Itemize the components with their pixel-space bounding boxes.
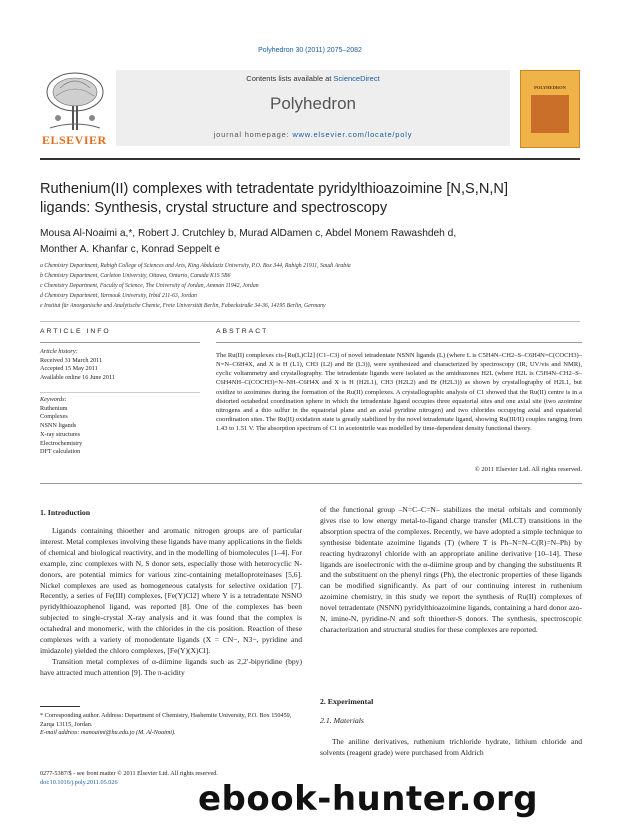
history-accepted: Accepted 15 May 2011: [40, 365, 98, 373]
journal-reference: Polyhedron 30 (2011) 2075–2082: [258, 47, 362, 54]
intro-paragraph-3: of the functional group –N=C–C=N– stabilizes the metal orbitals and commonly gives rise to low energy metal-to-ligand charge transfer (MLCT) transitions in the absorption spectra of the complexes. Recently, we have adopted a simple technique to synthesise bidentate azoimine ligands (T) (where T is Ph–N=N–C(R)=N–Ph) by reacting hydrazonyl chloride with an appropriate aniline derivative [10–14]. These ligands are isoelectronic with the α-diimine group and by changing the substituents R and the substituent on the phenyl rings (Ph), the electronic properties of these ligands can be modified significantly. As part of our continuing interest in ruthenium azoimine chemistry, in this study we report the synthesis of Ru(II) complexes of novel tetradentate (NSNN) pyridylthioazoimine ligands, containing a hard donor azo-N, imine-N, pyridine-N and soft thioether-S donors. The synthesis, spectroscopic characterization and structural studies for these complexes are reported.: [320, 505, 582, 634]
intro-paragraph-2: Transition metal complexes of α-diimine ligands such as 2,2′-bipyridine (bpy) have attracted much attention [9]. The π-acidity: [40, 656, 302, 677]
right-column: [320, 505, 582, 636]
keywords-rule: [40, 392, 200, 393]
abstract-text: The Ru(II) complexes cis-[Ru(L)Cl2] (C1–C3) of novel tetradentate NSNN ligands (L) (where L is C5H4N–CH2–S–C6H4N=C(COCH3)–N=N–C6H4X, and X is H (L1), CH3 (L2) and Br (L3)), were synthesized and characterized by spectroscopy (IR, UV/vis and NMR), cyclic voltammetry and crystallography. The tetradentate ligands were isolated as the amidrazones H2L (where H2L is C5H4N–CH2–S–C6H4NH–C(COCH3)=N–NH–C6H4X and X is H (H2L1), CH3 (H2L2) and Br (H2L3)) as shown by crystallography of H2L1, but oxidize to azoimines during the formation of the Ru(II) complexes. A crystallographic analysis of C1 showed that the Ru(II) centre is in a distorted octahedral coordination sphere in which the tetradentate ligand occupies three equatorial sites and one axial site (two azoimine nitrogens and a thio sulfur in the equatorial plane and an axial pyridine nitrogen) and two chlorides occupying axial and equatorial coordination sites. The Ru(II) oxidation state is greatly stabilized by the novel tetradentate ligand, showing Ru(III/II) couples ranging from 1.43 to 1.51 V. The absorption spectrum of C1 in acetonitrile was modelled by time-dependent density functional theory.: [216, 352, 582, 433]
history-label: Article history:: [40, 348, 78, 355]
keywords-label: Keywords:: [40, 396, 67, 403]
cover-image: [531, 95, 569, 133]
copyright-notice: © 2011 Elsevier Ltd. All rights reserved.: [474, 466, 582, 473]
article-title: Ruthenium(II) complexes with tetradentate pyridylthioazoimine [N,S,N,N] ligands: Synthesis, crystal structure and spectroscopy: [40, 181, 509, 216]
homepage-link[interactable]: www.elsevier.com/locate/poly: [292, 130, 413, 139]
elsevier-logo: [40, 70, 110, 146]
affiliation-rule: [40, 321, 580, 322]
materials-paragraph: [320, 737, 582, 759]
journal-cover: [520, 70, 580, 148]
homepage-prefix: journal homepage:: [213, 130, 293, 139]
header-rule: [40, 158, 580, 160]
doi-link[interactable]: doi:10.1016/j.poly.2011.05.026: [40, 778, 118, 786]
authors-line-1: Mousa Al-Noaimi a,*, Robert J. Crutchley b, Murad AlDamen c, Abdel Monem Rawashdeh d,: [40, 228, 457, 239]
contents-line: [116, 74, 510, 83]
corresponding-author-note: * Corresponding author. Address: Department of Chemistry, Hashemite University, P.O. Box 150459, Zarqa 13115, Jordan.: [40, 712, 292, 728]
article-info-heading: ARTICLE INFO: [40, 328, 111, 335]
journal-name: Polyhedron: [269, 94, 356, 113]
abstract-rule-top: [216, 342, 582, 343]
abstract-heading: ABSTRACT: [216, 328, 269, 335]
cover-title: POLYHEDRON: [534, 85, 566, 90]
affiliation-d: d Chemistry Department, Yarmouk University, Irbid 211-63, Jordan: [40, 293, 197, 299]
footnote-rule: [40, 706, 80, 707]
keyword-item: DFT calculation: [40, 448, 81, 456]
affiliation-list: [40, 261, 580, 311]
affiliation-c: c Chemistry Department, Faculty of Science, The University of Jordan, Amman 11942, Jordan: [40, 283, 259, 289]
affiliation-e: e Institut für Anorganische und Analytische Chemie, Freie Universität Berlin, Fabeckstraße 34-36, 14195 Berlin, Germany: [40, 303, 326, 309]
author-list: [40, 226, 580, 258]
affiliation-b: b Chemistry Department, Carleton University, Ottawa, Ontario, Canada K1S 5B6: [40, 273, 231, 279]
history-received: Received 31 March 2011: [40, 356, 103, 364]
keyword-list: [40, 396, 200, 457]
affiliation-a: a Chemistry Department, Rabigh College of Sciences and Arts, King Abdulaziz University, P.O. Box 344, Rabigh 21911, Saudi Arabia: [40, 263, 351, 269]
publisher-name: ELSEVIER: [42, 133, 107, 147]
keyword-item: Complexes: [40, 413, 68, 421]
watermark-text: ebook-hunter.org: [198, 779, 539, 819]
elsevier-tree-icon: [40, 70, 110, 132]
article-history: [40, 348, 200, 383]
intro-paragraph-1: Ligands containing thioether and aromatic nitrogen groups are of particular interest. Metal complexes involving these ligands have many applications in the fields of chemical and biological reactivity, and in the modelling of biomolecules [1–4]. For example, zinc complexes with N, S donor sets, especially those with heterocyclic N-donors, are potential mimics for various zinc-containing metalloproteinases [5,6]. Nickel complexes are used as homogeneous catalysts for selective oxidation [7]. Recently, a series of Fe(III) complexes, [Fe(Y)Cl2] where Y is a tetradentate NSNO pyridylthioazophenol ligand, was reported [8]. One of the complexes has been subjected to single-crystal X-ray analysis and it was found that the complex is octahedral and monomeric, with the chlorides in the cis position. Reaction of these complexes with a variety of monodentate ligands (X = CN−, N3−, pyridine and imidazole) yielded the chloro complexes, [Fe(Y)(X)Cl].: [40, 526, 302, 655]
materials-heading: 2.1. Materials: [320, 716, 364, 725]
journal-banner: [116, 70, 510, 146]
materials-text: The aniline derivatives, ruthenium trichloride hydrate, lithium chloride and solvents (reagent grade) were purchased from Aldrich: [320, 737, 582, 757]
keyword-item: NSNN ligands: [40, 422, 77, 430]
info-rule: [40, 342, 200, 343]
left-column: [40, 526, 302, 679]
sciencedirect-link[interactable]: ScienceDirect: [333, 74, 380, 83]
journal-homepage: [116, 130, 510, 139]
email-note: E-mail address: manoaimi@hu.edu.jo (M. Al-Noaimi).: [40, 729, 176, 736]
keyword-item: Ruthenium: [40, 404, 68, 412]
footnotes: [40, 712, 302, 738]
abstract-rule-bottom: [40, 483, 582, 484]
keyword-item: X-ray structures: [40, 430, 81, 438]
introduction-heading: 1. Introduction: [40, 508, 91, 517]
keyword-item: Electrochemistry: [40, 439, 83, 447]
journal-masthead: [40, 70, 580, 152]
history-online: Available online 16 June 2011: [40, 374, 115, 382]
authors-line-2: Monther A. Khanfar c, Konrad Seppelt e: [40, 244, 221, 255]
experimental-heading: 2. Experimental: [320, 697, 374, 706]
issn-line: 0277-5387/$ - see front matter © 2011 Elsevier Ltd. All rights reserved.: [40, 770, 218, 777]
contents-prefix: Contents lists available at: [246, 74, 334, 83]
